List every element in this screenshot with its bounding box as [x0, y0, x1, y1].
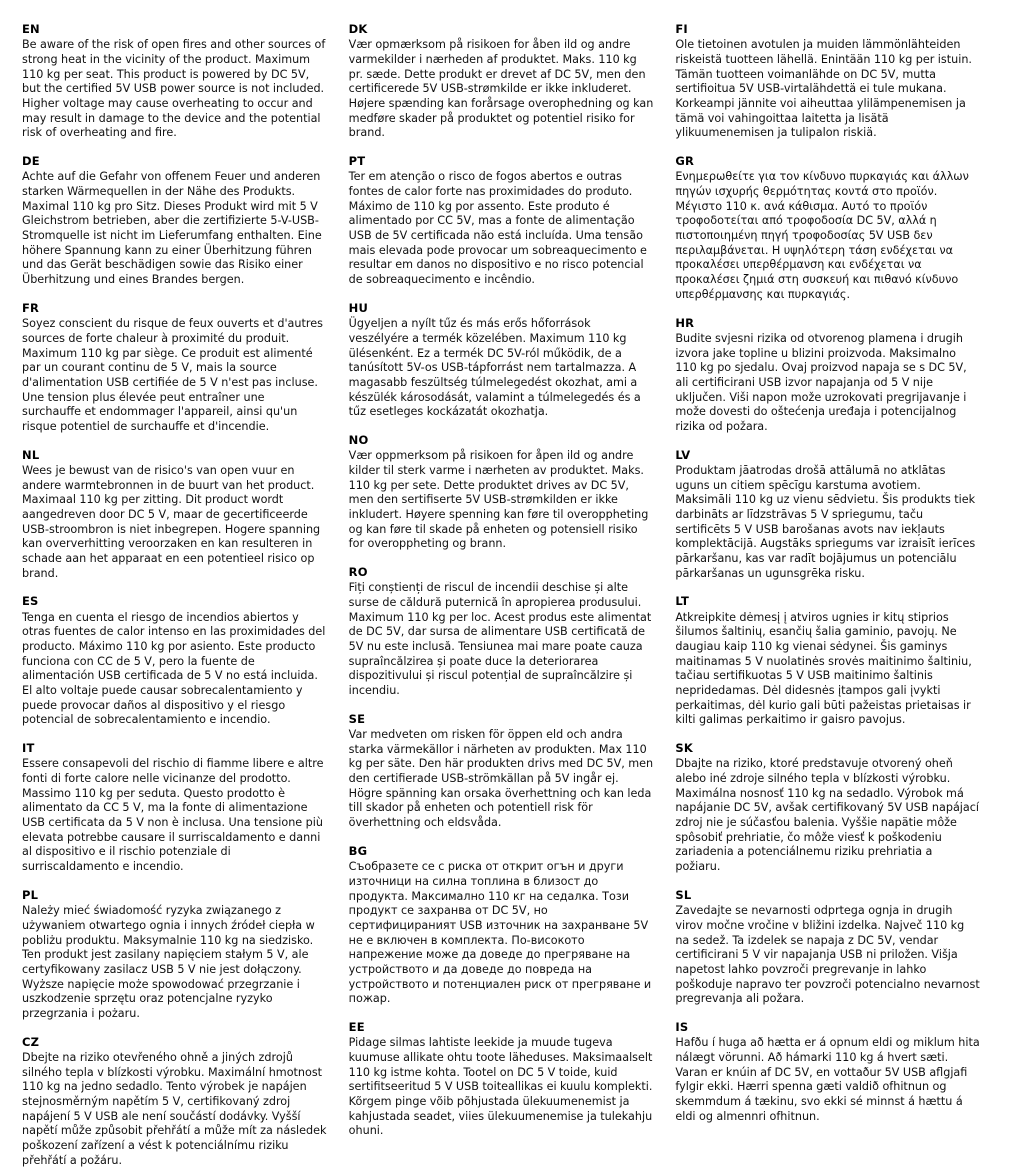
- language-entry-sk: [675, 741, 980, 875]
- language-code: DK: [348, 22, 368, 36]
- language-code: PL: [22, 887, 39, 902]
- language-code: GR: [675, 154, 695, 169]
- language-entry-fr: [22, 301, 327, 435]
- language-entry-es: [22, 594, 327, 728]
- language-text: Hafðu í huga að hætta er á opnum eldi og miklum hita nálægt vörunni. Að hámarki 110 kg á hvert sæti. Varan er knúin af DC 5V, en vottaður 5V USB aflgjafi fylgir ekki. Hærri spenna gæti valdið ofhitnun og skemmdum á tækinu, svo ekki sé minnst á hættu á eldi og almennri ofhitnun.: [675, 1036, 980, 1123]
- language-entry-ee: [349, 1020, 654, 1139]
- language-code: LV: [675, 447, 691, 462]
- language-entry-it: [22, 741, 327, 875]
- language-entry-ro: [349, 565, 654, 699]
- language-column-2: [348, 22, 676, 1138]
- language-entry-hr: [675, 316, 980, 435]
- language-text: Pidage silmas lahtiste leekide ja muude tugeva kuumuse allikate ohtu toote läheduses. Maksimaalselt 110 kg istme kohta. Tootel on DC 5 V toide, kuid sertifitseeritud 5 V USB toiteallikas ei kuulu komplekti. Kõrgem pinge võib põhjustada ülekuumenemist ja kahjustada seadet, viies ülekuumenemise ja tulekahju ohuni.: [348, 1036, 653, 1138]
- language-entry-lv: [675, 448, 980, 582]
- language-text: Ενημερωθείτε για τον κίνδυνο πυρκαγιάς και άλλων πηγών ισχυρής θερμότητας κοντά στο προϊόν. Μέγιστο 110 κ. ανά κάθισμα. Αυτό το προϊόν τροφοδοτείται από τροφοδοσία DC 5V, αλλά η πιστοποιημένη πηγή τροφοδοσίας 5V USB δεν περιλαμβάνεται. Η υψηλότερη τάση ενδέχεται να προκαλέσει υπερθέρμανση και ενδέχεται να προκαλέσει ζημιά στη συσκευή και πιθανό κίνδυνο υπερθέρμανσης και πυρκαγιάς.: [675, 170, 969, 301]
- language-entry-gr: [675, 154, 980, 302]
- language-code: SK: [675, 741, 693, 756]
- language-code: NO: [348, 432, 369, 447]
- language-code: EE: [348, 1019, 365, 1034]
- language-text: Soyez conscient du risque de feux ouverts et d'autres sources de forte chaleur à proximité du produit. Maximum 110 kg par siège. Ce produit est alimenté par un courant continu de 5 V, mais la source d'alimentation USB certifiée de 5 V n'est pas incluse. Une tension plus élevée peut entraîner une surchauffe et endommager l'appareil, ainsi qu'un risque potentiel de surchauffe et d'incendie.: [22, 317, 323, 433]
- language-entry-hu: [349, 301, 654, 420]
- language-entry-lt: [675, 594, 980, 728]
- language-text: Essere consapevoli del rischio di fiamme libere e altre fonti di forte calore nelle vicinanze del prodotto. Massimo 110 kg per seduta. Questo prodotto è alimentato da CC 5 V, ma la fonte di alimentazione USB certificata da 5 V non è inclusa. Una tensione più elevata potrebbe causare il surriscaldamento e danni al dispositivo e il rischio potenziale di surriscaldamento e incendio.: [22, 757, 324, 874]
- language-text: Vær opmærksom på risikoen for åben ild og andre varmekilder i nærheden af produktet. Maks. 110 kg pr. sæde. Dette produkt er drevet af DC 5V, men den certificerede 5V USB-strømkilde er ikke inkluderet. Højere spænding kan forårsage overophedning og kan medføre skader på produktet og potentiel risiko for brand.: [348, 38, 654, 140]
- language-entry-pl: [22, 888, 327, 1022]
- language-code: EN: [22, 22, 40, 36]
- language-entry-pt: [349, 154, 654, 288]
- language-code: ES: [22, 594, 39, 609]
- language-code: SL: [675, 887, 692, 902]
- language-text: Produktam jāatrodas drošā attālumā no atklātas uguns un citiem spēcīgu karstuma avotiem. Maksimāli 110 kg uz vienu sēdvietu. Šis produkts tiek darbināts ar līdzstrāvas 5 V spriegumu, taču sertificēts 5 V USB barošanas avots nav iekļauts komplektācijā. Augstāks spriegums var izraisīt ierīces pārkaršanu, kas var radīt bojājumus un potenciālu pārkaršanas un ugunsgrēka risku.: [675, 463, 976, 580]
- language-text: Съобразете се с риска от открит огън и други източници на силна топлина в близост до продукта. Максимално 110 кг на седалка. Този продукт се захранва от DC 5V, но сертифицираният USB източник на захранване 5V не е включен в комплекта. По-високото напрежение може да доведе до прегряване на устройството и да доведе до повреда на устройството и потенциален риск от прегряване и пожар.: [348, 860, 652, 1006]
- language-entry-en: [22, 22, 327, 141]
- language-code: FI: [675, 22, 688, 36]
- language-entry-is: [675, 1020, 980, 1124]
- language-column-3: [675, 22, 1002, 1123]
- language-text: Zavedajte se nevarnosti odprtega ognja in drugih virov močne vročine v bližini izdelka. Največ 110 kg na sedež. Ta izdelek se napaja z DC 5V, vendar certificirani 5 V vir napajanja USB ni priložen. Višja napetost lahko povzroči pregrevanje in lahko poškoduje napravo ter povzroči potencialno nevarnost pregrevanja ali požara.: [675, 904, 980, 1006]
- language-text: Ole tietoinen avotulen ja muiden lämmönlähteiden riskeistä tuotteen lähellä. Enintään 110 kg per istuin. Tämän tuotteen voimanlähde on DC 5V, mutta sertifioitua 5V USB-virtalähdettä ei tule mukana. Korkeampi jännite voi aiheuttaa ylilämpenemisen ja tämä voi vahingoittaa laitetta ja lisätä ylikuumenemisen ja tulipalon riskiä.: [675, 38, 972, 140]
- language-code: IT: [22, 741, 35, 756]
- language-code: HR: [675, 315, 695, 330]
- language-entry-dk: [349, 22, 654, 141]
- language-text: Be aware of the risk of open fires and other sources of strong heat in the vicinity of the product. Maximum 110 kg per seat. This product is powered by DC 5V, but the certified 5V USB power source is not included. Higher voltage may cause overheating to occur and may result in damage to the device and the potential risk of overheating and fire.: [22, 38, 326, 140]
- language-code: SE: [348, 711, 366, 726]
- language-code: LT: [675, 594, 690, 609]
- language-code: RO: [348, 564, 368, 579]
- language-code: BG: [348, 843, 368, 858]
- language-text: Ügyeljen a nyílt tűz és más erős hőforrások veszélyére a termék közelében. Maximum 110 kg ülésenként. Ez a termék DC 5V-ról működik, de a tanúsított 5V-os USB-tápforrást nem tartalmazza. A magasabb feszültség túlmelegedést okozhat, ami a készülék károsodását, valamint a túlmelegedés és a tűz esetleges kockázatát okozhatja.: [348, 317, 641, 419]
- language-text: Var medveten om risken för öppen eld och andra starka värmekällor i närheten av produkten. Max 110 kg per säte. Den här produkten drivs med DC 5V, men den certifierade USB-strömkällan på 5V ingår ej. Högre spänning kan orsaka överhettning och kan leda till skador på enheten och potentiell risk för överhettning och eldsvåda.: [348, 728, 654, 830]
- language-code: CZ: [22, 1034, 40, 1049]
- language-code: IS: [675, 1019, 689, 1034]
- language-text: Ter em atenção o risco de fogos abertos e outras fontes de calor forte nas proximidades do produto. Máximo de 110 kg por assento. Este produto é alimentado por CC 5V, mas a fonte de alimentação USB de 5V certificada não está incluída. Uma tensão mais elevada pode provocar um sobreaquecimento e resultar em danos no dispositivo e no risco potencial de sobreaquecimento e incêndio.: [348, 170, 647, 287]
- language-text: Wees je bewust van de risico's van open vuur en andere warmtebronnen in de buurt van het product. Maximaal 110 kg per zitting. Dit product wordt aangedreven door DC 5 V, maar de gecertificeerde USB-stroombron is niet inbegrepen. Hogere spanning kan oververhitting veroorzaken en kan resulteren in schade aan het apparaat en een potentieel risico op brand.: [22, 463, 321, 580]
- language-code: FR: [22, 300, 40, 315]
- language-text: Vær oppmerksom på risikoen for åpen ild og andre kilder til sterk varme i nærheten av produktet. Maks. 110 kg per sete. Dette produktet drives av DC 5V, men den sertifiserte 5V USB-strømkilden er ikke inkludert. Høyere spenning kan føre til overoppheting og kan føre til skade på enheten og potensiell risiko for overoppheting og brann.: [348, 449, 649, 551]
- language-entry-nl: [22, 448, 327, 582]
- language-text: Dbajte na riziko, ktoré predstavuje otvorený oheň alebo iné zdroje silného tepla v blízkosti výrobku. Maximálna nosnosť 110 kg na sedadlo. Výrobok má napájanie DC 5V, avšak certifikovaný 5V USB napájací zdroj nie je súčasťou balenia. Vyššie napätie môže spôsobiť prehriatie, čo môže viesť k poškodeniu zariadenia a potenciálnemu riziku prehriatia a požiaru.: [675, 757, 980, 874]
- language-text: Budite svjesni rizika od otvorenog plamena i drugih izvora jake topline u blizini proizvoda. Maksimalno 110 kg po sjedalu. Ovaj proizvod napaja se s DC 5V, ali certificirani USB izvor napajanja od 5 V nije uključen. Viši napon može uzrokovati pregrijavanje i može dovesti do oštećenja uređaja i potencijalnog rizika od požara.: [675, 331, 967, 433]
- language-column-1: [22, 22, 349, 1167]
- language-entry-de: [22, 154, 327, 288]
- language-code: HU: [348, 300, 369, 315]
- language-text: Tenga en cuenta el riesgo de incendios abiertos y otras fuentes de calor intenso en las proximidades del producto. Máximo 110 kg por asiento. Este producto funciona con CC de 5 V, pero la fuente de alimentación USB certificada de 5 V no está incluida. El alto voltaje puede causar sobrecalentamiento y puede provocar daños al dispositivo y el riesgo potencial de sobrecalentamiento e incendio.: [22, 610, 326, 727]
- language-text: Achte auf die Gefahr von offenem Feuer und anderen starken Wärmequellen in der Nähe des Produkts. Maximal 110 kg pro Sitz. Dieses Produkt wird mit 5 V Gleichstrom betrieben, aber die zertifizierte 5-V-USB-Stromquelle ist nicht im Lieferumfang enthalten. Eine höhere Spannung kann zu einer Überhitzung führen und das Gerät beschädigen sowie das Risiko einer Überhitzung und eines Brandes bergen.: [22, 170, 322, 287]
- language-code: PT: [348, 154, 366, 169]
- language-entry-se: [349, 712, 654, 831]
- language-entry-no: [349, 433, 654, 552]
- language-text: Fiți conștienți de riscul de incendii deschise și alte surse de căldură puternică în apropierea produsului. Maximum 110 kg per loc. Acest produs este alimentat de DC 5V, dar sursa de alimentare USB certificată de 5V nu este inclusă. Tensiunea mai mare poate cauza supraîncălzirea și poate duce la deteriorarea dispozitivului și riscul potențial de supraîncălzire și incendiu.: [348, 581, 652, 698]
- language-entry-fi: [675, 22, 980, 141]
- language-text: Dbejte na riziko otevřeného ohně a jiných zdrojů silného tepla v blízkosti výrobku. Maximální hmotnost 110 kg na jedno sedadlo. Tento výrobek je napájen stejnosměrným napětím 5 V, certifikovaný zdroj napájení 5 V USB ale není součástí dodávky. Vyšší napětí může způsobit přehřátí a může mít za následek poškození zařízení a vést k potenciálnímu riziku přehřátí a požáru.: [22, 1050, 327, 1167]
- language-code: DE: [22, 154, 40, 169]
- language-text: Atkreipkite dėmesį į atviros ugnies ir kitų stiprios šilumos šaltinių, esančių šalia gaminio, pavojų. Ne daugiau kaip 110 kg vienai sėdynei. Šis gaminys maitinamas 5 V nuolatinės srovės maitinimo šaltiniu, tačiau sertifikuotas 5 V USB maitinimo šaltinis nepridedamas. Dėl didesnės įtampos gali įvykti perkaitimas, dėl kurio gali būti pažeistas prietaisas ir kilti galimas perkaitimo ir gaisro pavojus.: [675, 610, 972, 727]
- language-entry-sl: [675, 888, 980, 1007]
- language-text: Należy mieć świadomość ryzyka związanego z używaniem otwartego ognia i innych źródeł ciepła w pobliżu produktu. Maksymalnie 110 kg na siedzisko. Ten produkt jest zasilany napięciem stałym 5 V, ale certyfikowany zasilacz USB 5 V nie jest dołączony. Wyższe napięcie może spowodować przegrzanie i uszkodzenie sprzętu oraz potencjalne ryzyko przegrzania i pożaru.: [22, 904, 315, 1020]
- language-entry-cz: [22, 1035, 327, 1168]
- language-entry-bg: [349, 844, 654, 1007]
- language-code: NL: [22, 447, 40, 462]
